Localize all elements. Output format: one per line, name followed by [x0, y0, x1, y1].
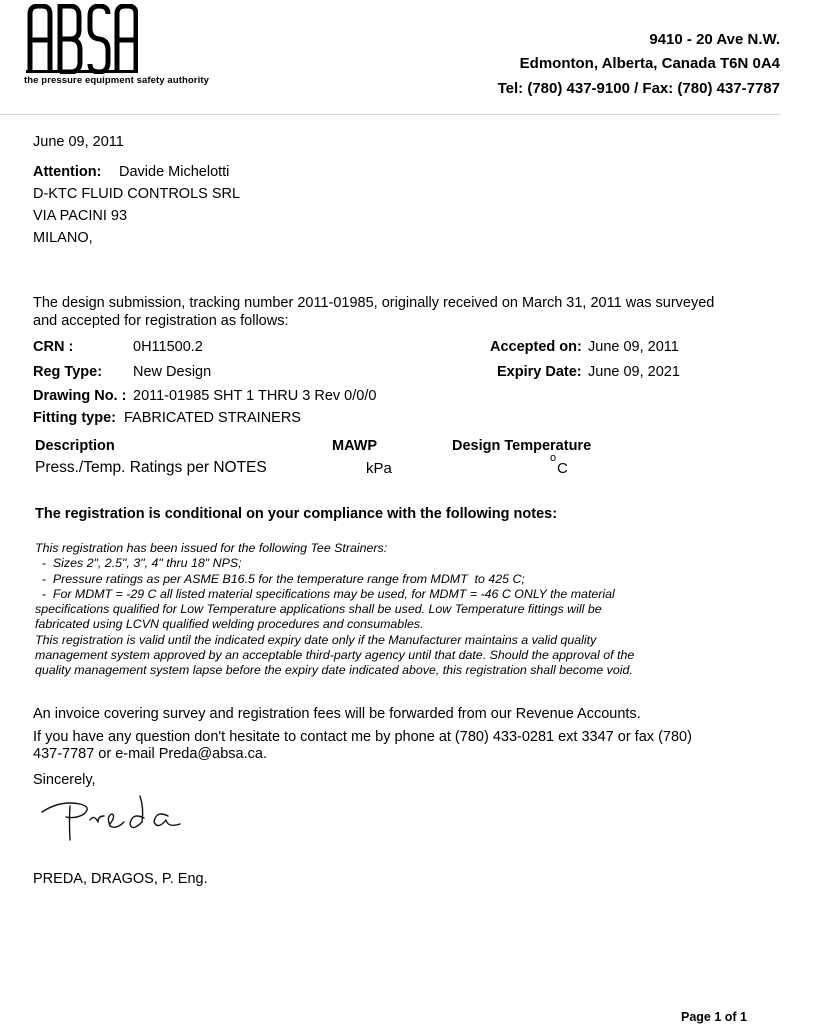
expiry-value: June 09, 2021 [588, 364, 680, 380]
signature [40, 792, 190, 853]
address-street: 9410 - 20 Ave N.W. [649, 31, 780, 48]
crn-label: CRN : [33, 339, 74, 355]
page-number: Page 1 of 1 [681, 1010, 747, 1024]
note-line: specifications qualified for Low Temperature applications shall be used. Low Temperature fittings will be [35, 602, 602, 617]
address-phone-fax: Tel: (780) 437-9100 / Fax: (780) 437-7787 [497, 80, 780, 97]
note-line: - Pressure ratings as per ASME B16.5 for the temperature range from MDMT to 425 C; [35, 571, 525, 586]
fitting-value: FABRICATED STRAINERS [124, 410, 301, 426]
accepted-label: Accepted on: [490, 339, 582, 355]
conditions-heading: The registration is conditional on your compliance with the following notes: [35, 506, 558, 522]
note-line: This registration is valid until the indicated expiry date only if the Manufacturer maintains a valid quality [35, 632, 597, 647]
accepted-value: June 09, 2011 [588, 339, 679, 355]
col-description: Description [35, 438, 115, 454]
drawing-value: 2011-01985 SHT 1 THRU 3 Rev 0/0/0 [133, 388, 377, 404]
signature-image [40, 792, 190, 848]
note-line: This registration has been issued for the following Tee Strainers: [35, 541, 388, 555]
address-city: Edmonton, Alberta, Canada T6N 0A4 [519, 55, 780, 72]
col-design-temperature: Design Temperature [452, 438, 592, 454]
reg-type-value: New Design [133, 364, 212, 380]
attention-label: Attention: [33, 164, 102, 180]
header-divider [0, 114, 780, 115]
row-description: Press./Temp. Ratings per NOTES [35, 459, 267, 476]
intro-line-1: The design submission, tracking number 2011-01985, originally received on March 31, 2011 was surveyed [33, 295, 715, 311]
recipient-street: VIA PACINI 93 [33, 208, 128, 224]
attention-name: Davide Michelotti [119, 164, 230, 180]
row-temp-unit: C [557, 460, 568, 477]
notes-list [35, 541, 634, 679]
signer-name: PREDA, DRAGOS, P. Eng. [33, 871, 208, 887]
intro-line-2: and accepted for registration as follows: [33, 313, 289, 329]
logo-tagline: the pressure equipment safety authority [24, 75, 209, 86]
row-mawp-unit: kPa [366, 460, 392, 477]
note-line: quality management system lapse before the expiry date indicated above, this registration shall become void. [35, 663, 633, 678]
letter-date: June 09, 2011 [33, 134, 124, 150]
drawing-label: Drawing No. : [33, 388, 127, 404]
reg-type-label: Reg Type: [33, 364, 103, 380]
crn-value: 0H11500.2 [133, 339, 203, 355]
contact-line-1: If you have any question don't hesitate to contact me by phone at (780) 433-0281 ext 3347 or fax (780) [33, 729, 692, 745]
note-line: - Sizes 2", 2.5", 3", 4" thru 18" NPS; [35, 556, 242, 571]
expiry-label: Expiry Date: [497, 364, 582, 380]
sincerely: Sincerely, [33, 772, 96, 788]
note-line: - For MDMT = -29 C all listed material specifications may be used, for MDMT = -46 C ONLY the material [35, 586, 615, 601]
recipient-company: D-KTC FLUID CONTROLS SRL [33, 186, 241, 202]
fitting-label: Fitting type: [33, 410, 116, 426]
note-line: management system approved by an acceptable third-party agency until that date. Should the approval of the [35, 648, 635, 663]
invoice-note: An invoice covering survey and registration fees will be forwarded from our Revenue Accounts. [33, 706, 641, 722]
row-temp-degree: o [550, 452, 557, 464]
col-mawp: MAWP [332, 438, 378, 454]
contact-line-2: 437-7787 or e-mail Preda@absa.ca. [33, 746, 267, 762]
absa-logo [26, 4, 138, 79]
absa-logo-mark [26, 4, 138, 74]
note-line: fabricated using LCVN qualified welding procedures and consumables. [35, 617, 424, 632]
recipient-city: MILANO, [33, 230, 93, 246]
